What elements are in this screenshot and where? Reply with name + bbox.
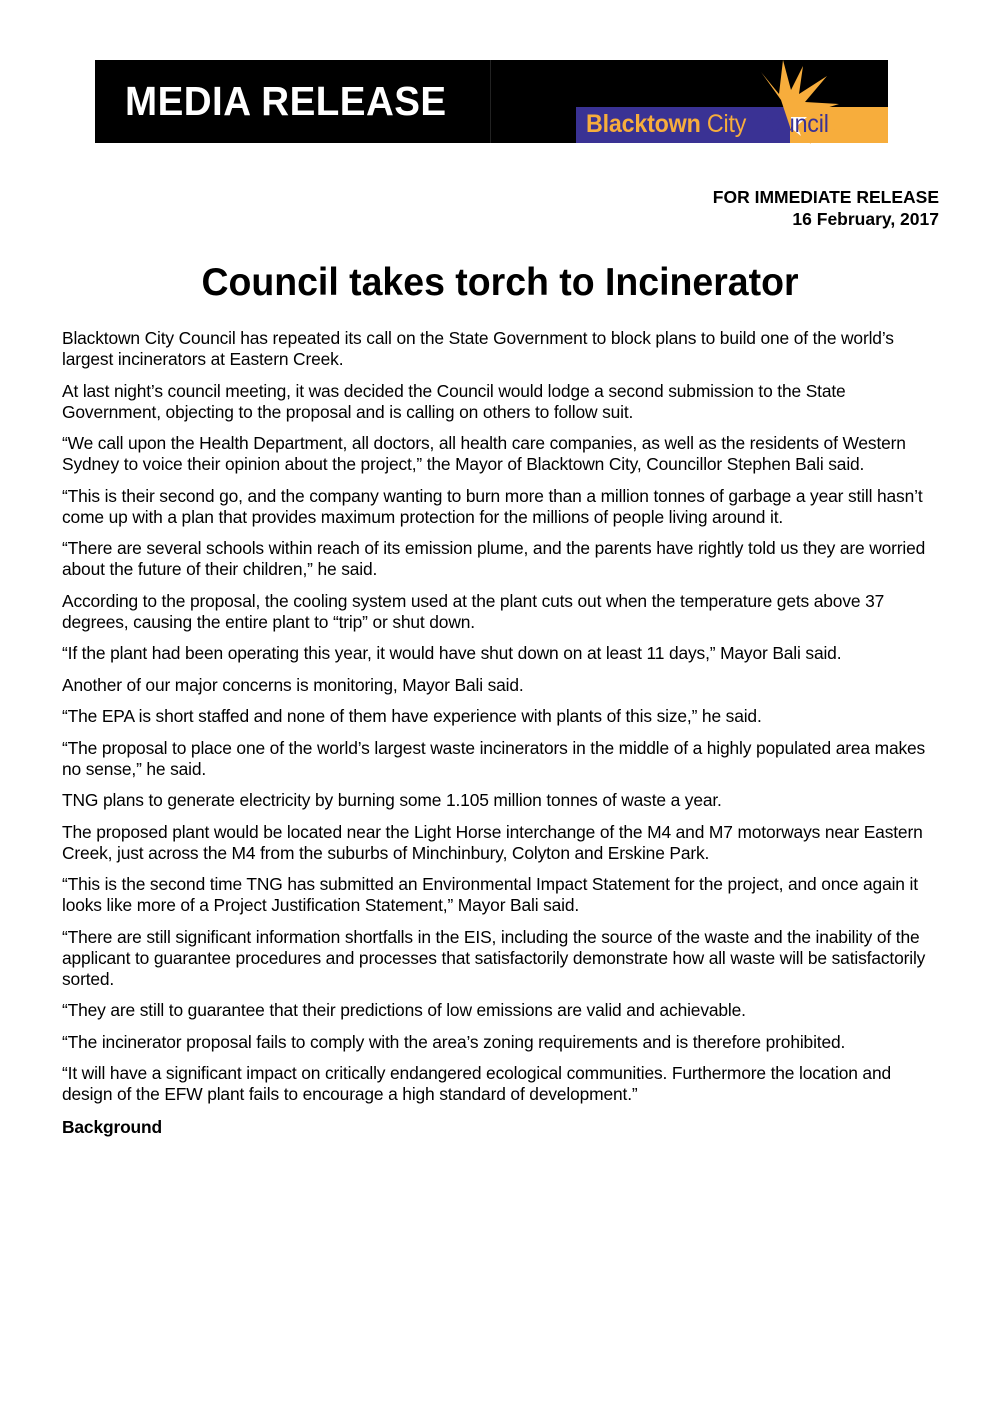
paragraph: “The proposal to place one of the world’s largest waste incinerators in the middle of a highly populated area makes no sense,” he said.	[62, 737, 926, 779]
paragraph: “The EPA is short staffed and none of them have experience with plants of this size,” he said.	[62, 706, 762, 726]
paragraph: “It will have a significant impact on critically endangered ecological communities. Furthermore the location and design of the EFW plant fails to encourage a high standard of development.”	[62, 1063, 891, 1104]
paragraph: “They are still to guarantee that their predictions of low emissions are valid and achievable.	[62, 1000, 746, 1020]
paragraph: At last night’s council meeting, it was decided the Council would lodge a second submission to the State Government, objecting to the proposal and is calling on others to follow suit.	[62, 380, 846, 422]
banner-title: MEDIA RELEASE	[125, 78, 447, 124]
media-release-banner	[95, 60, 888, 143]
paragraph: Another of our major concerns is monitoring, Mayor Bali said.	[62, 674, 524, 695]
logo-word-council: Council	[752, 110, 829, 138]
release-date: 16 February, 2017	[792, 209, 939, 229]
logo-word-blacktown: Blacktown	[586, 110, 701, 138]
article-body	[62, 328, 942, 1149]
paragraph: “This is their second go, and the company wanting to burn more than a million tonnes of garbage a year still hasn’t come up with a plan that provides maximum protection for the millions of people living around it.	[62, 485, 923, 527]
release-meta	[713, 186, 939, 230]
background-heading: Background	[62, 1117, 162, 1137]
paragraph: The proposed plant would be located near the Light Horse interchange of the M4 and M7 motorways near Eastern Creek, just across the M4 from the suburbs of Minchinbury, Colyton and Erskine Park.	[62, 821, 923, 863]
paragraph: “This is the second time TNG has submitted an Environmental Impact Statement for the project, and once again it looks like more of a Project Justification Statement,” Mayor Bali said.	[62, 874, 918, 915]
paragraph: “There are several schools within reach of its emission plume, and the parents have rightly told us they are worried about the future of their children,” he said.	[62, 538, 926, 579]
paragraph: “We call upon the Health Department, all doctors, all health care companies, as well as the residents of Western Sydney to voice their opinion about the project,” the Mayor of Blacktown City, Councillor Stephen Bali said.	[62, 433, 906, 474]
banner-divider	[490, 60, 491, 143]
blacktown-council-logo	[576, 70, 888, 143]
paragraph: “The incinerator proposal fails to comply with the area’s zoning requirements and is therefore prohibited.	[62, 1031, 846, 1052]
paragraph: “There are still significant information shortfalls in the EIS, including the source of the waste and the inability of the applicant to guarantee procedures and processes that satisfactorily demonstrate how all waste will be satisfactorily sorted.	[62, 926, 926, 989]
release-status: FOR IMMEDIATE RELEASE	[712, 187, 939, 207]
paragraph: According to the proposal, the cooling system used at the plant cuts out when the temperature gets above 37 degrees, causing the entire plant to “trip” or shut down.	[62, 590, 885, 632]
paragraph: TNG plans to generate electricity by burning some 1.105 million tonnes of waste a year.	[62, 790, 722, 810]
paragraph: Blacktown City Council has repeated its call on the State Government to block plans to build one of the world’s largest incinerators at Eastern Creek.	[62, 328, 894, 369]
logo-word-city: City	[706, 110, 747, 138]
paragraph: “If the plant had been operating this year, it would have shut down on at least 11 days,” Mayor Bali said.	[62, 643, 842, 663]
logo-wordmark	[586, 110, 829, 139]
headline: Council takes torch to Incinerator	[201, 261, 799, 304]
